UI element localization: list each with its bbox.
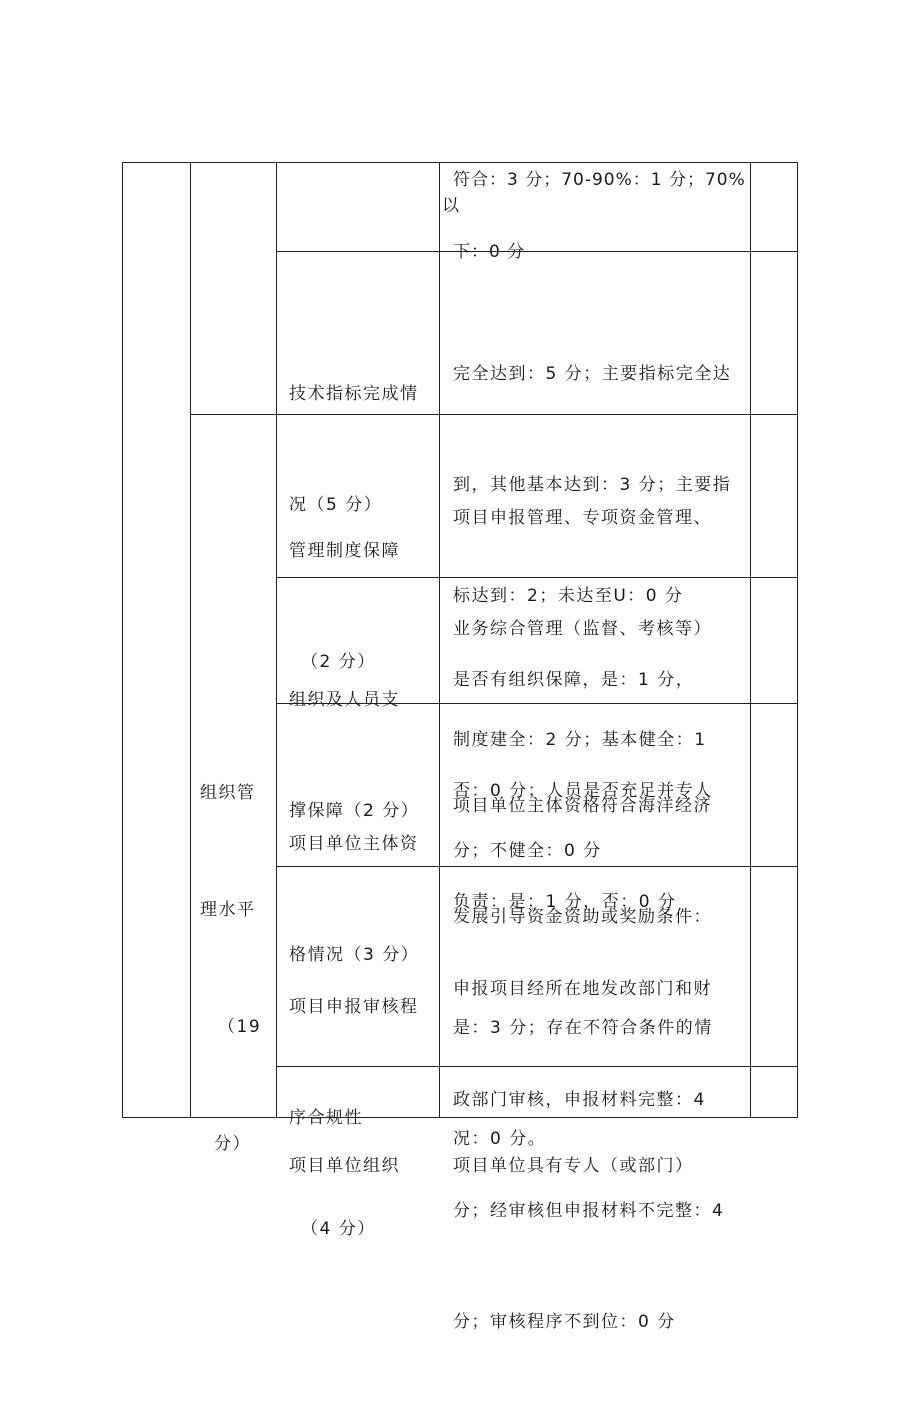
criteria-line: 况：0 分。	[453, 1129, 547, 1149]
criteria-cell	[440, 162, 750, 262]
criteria-line: 制度建全：2 分；基本健全：1	[453, 730, 707, 750]
indicator-line: 撑保障（2 分）	[289, 801, 420, 821]
indicator-line: （4 分）	[301, 1219, 376, 1239]
table-border-right	[797, 162, 798, 1118]
group-label-line: （19	[218, 1017, 262, 1037]
criteria-line: 分；不健全：0 分	[453, 841, 602, 861]
group-label-line: 分）	[214, 1134, 251, 1154]
indicator-line: 技术指标完成情	[289, 384, 419, 404]
column-divider-1	[190, 162, 191, 1118]
criteria-line: 申报项目经所在地发改部门和财	[453, 979, 712, 999]
criteria-line: 下：0 分	[453, 242, 526, 262]
criteria-cell	[453, 1074, 694, 1259]
group-label-line: 组织管	[200, 783, 256, 803]
criteria-line: 以	[442, 196, 460, 216]
criteria-line: 项目单位主体资格符合海洋经济	[453, 796, 712, 816]
criteria-line: 是否有组织保障，是：1 分，	[453, 670, 695, 690]
indicator-line: 组织及人员支	[289, 690, 400, 710]
criteria-line: 项目申报管理、专项资金管理、	[453, 508, 712, 528]
indicator-line: 项目单位组织	[289, 1156, 400, 1176]
row-divider-1	[276, 251, 798, 252]
indicator-line: 项目单位主体资	[289, 834, 419, 854]
criteria-line: 否：0 分；人员是否充足并专人	[453, 781, 713, 801]
column-divider-2	[276, 162, 277, 1118]
criteria-line: 到，其他基本达到：3 分；主要指	[453, 475, 732, 495]
indicator-line: 项目申报审核程	[289, 997, 419, 1017]
evaluation-table	[122, 162, 798, 1332]
criteria-line: 分；审核程序不到位：0 分	[453, 1312, 676, 1332]
criteria-line: 分；经审核但申报材料不完整：4	[453, 1201, 725, 1221]
criteria-line: 标达到：2；未达至U：0 分	[453, 586, 684, 606]
indicator-line: 格情况（3 分）	[289, 945, 420, 965]
criteria-line: 发展引导资金资助或奖励条件：	[453, 907, 712, 927]
table-border-left	[122, 162, 123, 1118]
criteria-line: 负责：是：1 分，否：0 分	[453, 892, 677, 912]
criteria-line: 项目单位具有专人（或部门）	[453, 1156, 694, 1176]
criteria-line: 是：3 分；存在不符合条件的情	[453, 1018, 713, 1038]
criteria-line: 业务综合管理（监督、考核等）	[453, 619, 712, 639]
indicator-line: 况（5 分）	[289, 495, 383, 515]
column-divider-4	[750, 162, 751, 1118]
indicator-cell	[289, 1074, 400, 1259]
indicator-line: 序合规性	[289, 1108, 363, 1128]
group-label-line: 理水平	[200, 900, 256, 920]
indicator-line: （2 分）	[301, 652, 376, 672]
criteria-line: 完全达到：5 分；主要指标完全达	[453, 364, 732, 384]
criteria-line: 符合：3 分；70-90%：1 分；70%	[453, 170, 746, 190]
group-label	[200, 696, 261, 1242]
criteria-line: 政部门审核，申报材料完整：4	[453, 1090, 706, 1110]
indicator-line: 管理制度保障	[289, 541, 400, 561]
